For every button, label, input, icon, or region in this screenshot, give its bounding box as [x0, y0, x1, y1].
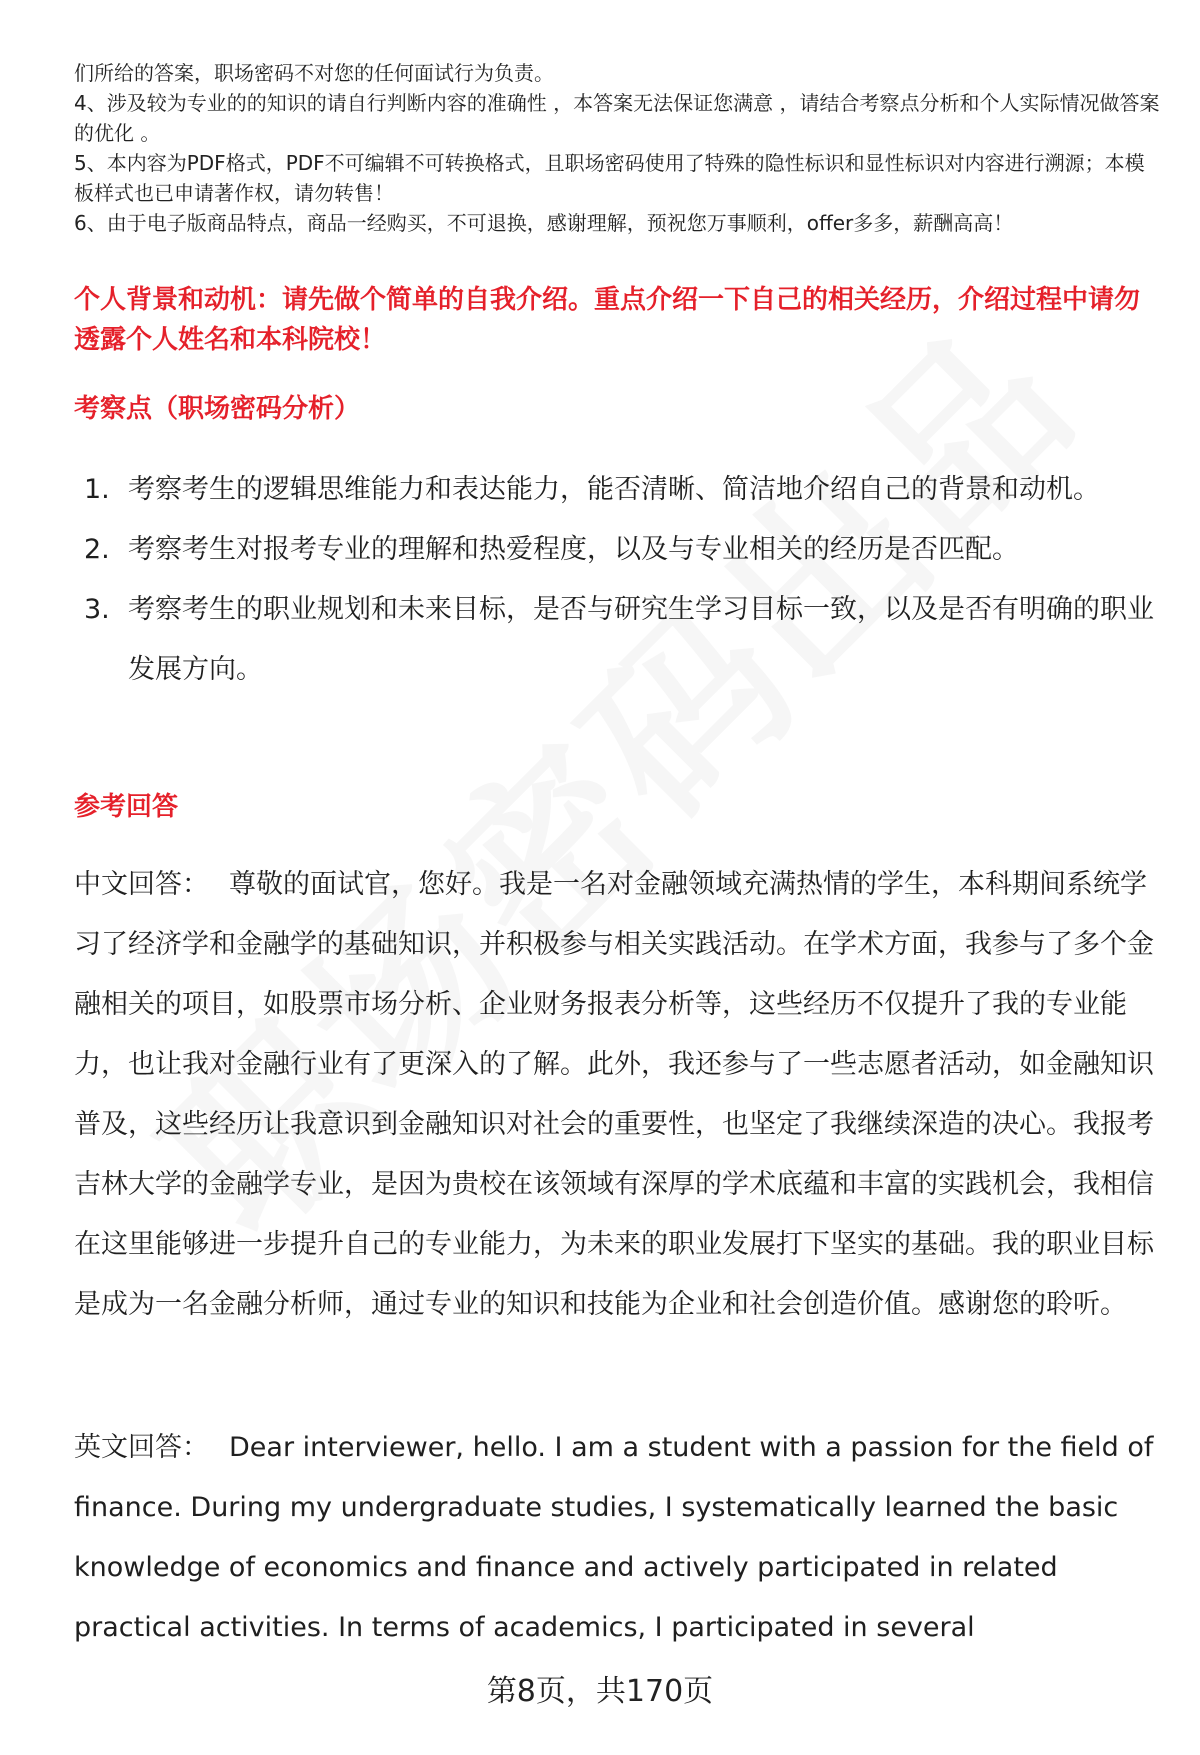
notice-item-4: 4、涉及较为专业的的知识的请自行判断内容的准确性 ，本答案无法保证您满意 ，请结合考察点分析和个人实际情况做答案的优化 。 — [74, 91, 1160, 145]
list-item — [84, 460, 1164, 520]
answer-english — [74, 1418, 1164, 1658]
notice-block — [74, 58, 1164, 238]
points-heading: 考察点（职场密码分析） — [74, 394, 361, 424]
list-item-text: 考察考生对报考专业的理解和热爱程度，以及与专业相关的经历是否匹配。 — [128, 534, 1019, 565]
page-number: 第8页，共170页 — [486, 1674, 714, 1709]
list-item-text: 考察考生的职业规划和未来目标，是否与研究生学习目标一致，以及是否有明确的职业发展方向。 — [128, 594, 1154, 685]
answer-chinese — [74, 855, 1164, 1335]
notice-item-5: 5、本内容为PDF格式，PDF不可编辑不可转换格式，且职场密码使用了特殊的隐性标识和显性标识对内容进行溯源；本模板样式也已申请著作权，请勿转售！ — [74, 151, 1145, 205]
question-title: 个人背景和动机：请先做个简单的自我介绍。重点介绍一下自己的相关经历，介绍过程中请勿透露个人姓名和本科院校！ — [74, 285, 1141, 355]
answer-english-label: 英文回答： — [74, 1432, 209, 1463]
list-item-text: 考察考生的逻辑思维能力和表达能力，能否清晰、简洁地介绍自己的背景和动机。 — [128, 474, 1100, 505]
list-item — [84, 580, 1164, 700]
list-item — [84, 520, 1164, 580]
answer-english-text: Dear interviewer, hello. I am a student with a passion for the field of finance. During my undergraduate studies, I systematically learned the basic knowledge of economics and finance and actively participated in related practical activities. In terms of academics, I participated in several — [74, 1432, 1154, 1643]
answer-chinese-text: 尊敬的面试官，您好。我是一名对金融领域充满热情的学生，本科期间系统学习了经济学和金融学的基础知识，并积极参与相关实践活动。在学术方面，我参与了多个金融相关的项目，如股票市场分析、企业财务报表分析等，这些经历不仅提升了我的专业能力，也让我对金融行业有了更深入的了解。此外，我还参与了一些志愿者活动，如金融知识普及，这些经历让我意识到金融知识对社会的重要性，也坚定了我继续深造的决心。我报考吉林大学的金融学专业，是因为贵校在该领域有深厚的学术底蕴和丰富的实践机会，我相信在这里能够进一步提升自己的专业能力，为未来的职业发展打下坚实的基础。我的职业目标是成为一名金融分析师，通过专业的知识和技能为企业和社会创造价值。感谢您的聆听。 — [74, 869, 1154, 1320]
points-list — [84, 460, 1164, 700]
list-item-number: 2. — [84, 534, 110, 565]
list-item-number: 1. — [84, 474, 110, 505]
notice-line-top: 们所给的答案，职场密码不对您的任何面试行为负责。 — [74, 61, 554, 85]
notice-item-6: 6、由于电子版商品特点，商品一经购买，不可退换，感谢理解，预祝您万事顺利，offer多多，薪酬高高！ — [74, 211, 1014, 235]
answer-chinese-label: 中文回答： — [74, 869, 209, 900]
answer-heading: 参考回答 — [74, 792, 179, 822]
list-item-number: 3. — [84, 594, 110, 625]
